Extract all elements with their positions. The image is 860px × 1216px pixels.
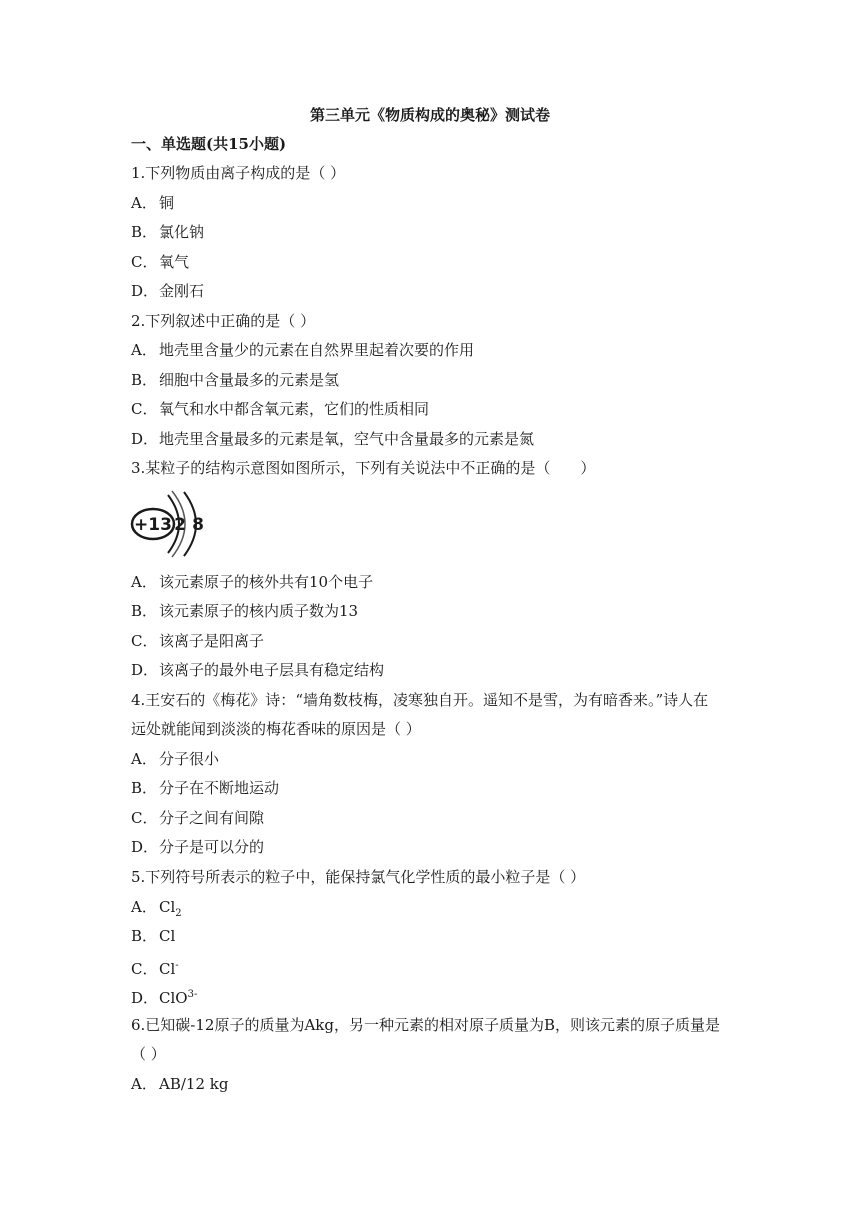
question-1-stem: 1.下列物质由离子构成的是（ ） <box>131 164 346 182</box>
question-4-option-a: A． 分子很小 <box>131 750 220 768</box>
question-6-stem-line-2: （ ） <box>131 1045 166 1063</box>
question-5-stem: 5.下列符号所表示的粒子中，能保持氯气化学性质的最小粒子是（ ） <box>131 868 586 886</box>
question-5-option-c: C． Cl- <box>131 960 179 978</box>
page-title: 第三单元《物质构成的奥秘》测试卷 <box>309 106 550 124</box>
question-2-option-c: C． 氧气和水中都含氧元素，它们的性质相同 <box>131 400 430 418</box>
nucleus-charge: +13 <box>134 515 172 535</box>
question-1-option-a: A． 铜 <box>131 194 175 212</box>
question-6-option-a: A． AB/12 kg <box>131 1075 229 1093</box>
question-2-stem: 2.下列叙述中正确的是（ ） <box>131 312 316 330</box>
question-2-option-a: A． 地壳里含量少的元素在自然界里起着次要的作用 <box>131 341 475 359</box>
shell-1-electrons: 2 <box>174 515 186 535</box>
question-3-option-b: B． 该元素原子的核内质子数为13 <box>131 602 359 620</box>
question-2-option-d: D．地壳里含量最多的元素是氧，空气中含量最多的元素是氮 <box>131 430 535 448</box>
atom-structure-diagram <box>128 487 208 563</box>
question-1-option-d: D．金刚石 <box>131 282 205 300</box>
question-4-stem-line-1: 4.王安石的《梅花》诗：“墙角数枝梅，凌寒独自开。遥知不是雪，为有暗香来。”诗人在 <box>131 691 709 709</box>
question-4-option-b: B． 分子在不断地运动 <box>131 779 280 797</box>
question-5-option-d: D．ClO$^{3-}$ <box>131 989 198 1007</box>
question-3-option-a: A． 该元素原子的核外共有10个电子 <box>131 573 374 591</box>
question-4-stem-line-2: 远处就能闻到淡淡的梅花香味的原因是（ ） <box>131 720 421 738</box>
question-6-stem-line-1: 6.已知碳-12原子的质量为Akg，另一种元素的相对原子质量为B，则该元素的原子质量是 <box>131 1016 721 1034</box>
question-3-option-d: D．该离子的最外电子层具有稳定结构 <box>131 661 385 679</box>
question-2-option-b: B． 细胞中含量最多的元素是氢 <box>131 371 340 389</box>
question-1-option-c: C． 氧气 <box>131 253 190 271</box>
section-heading: 一、单选题(共15小题) <box>131 135 287 153</box>
shell-2-electrons: 8 <box>192 515 204 535</box>
question-1-option-b: B． 氯化钠 <box>131 223 205 241</box>
question-4-option-c: C． 分子之间有间隙 <box>131 809 265 827</box>
question-3-option-c: C． 该离子是阳离子 <box>131 632 265 650</box>
question-4-option-d: D．分子是可以分的 <box>131 838 265 856</box>
question-3-stem: 3.某粒子的结构示意图如图所示，下列有关说法中不正确的是（ ） <box>131 459 596 477</box>
question-5-option-b: B． Cl <box>131 927 176 945</box>
question-5-option-a: A． $Cl_2$ <box>131 898 182 919</box>
